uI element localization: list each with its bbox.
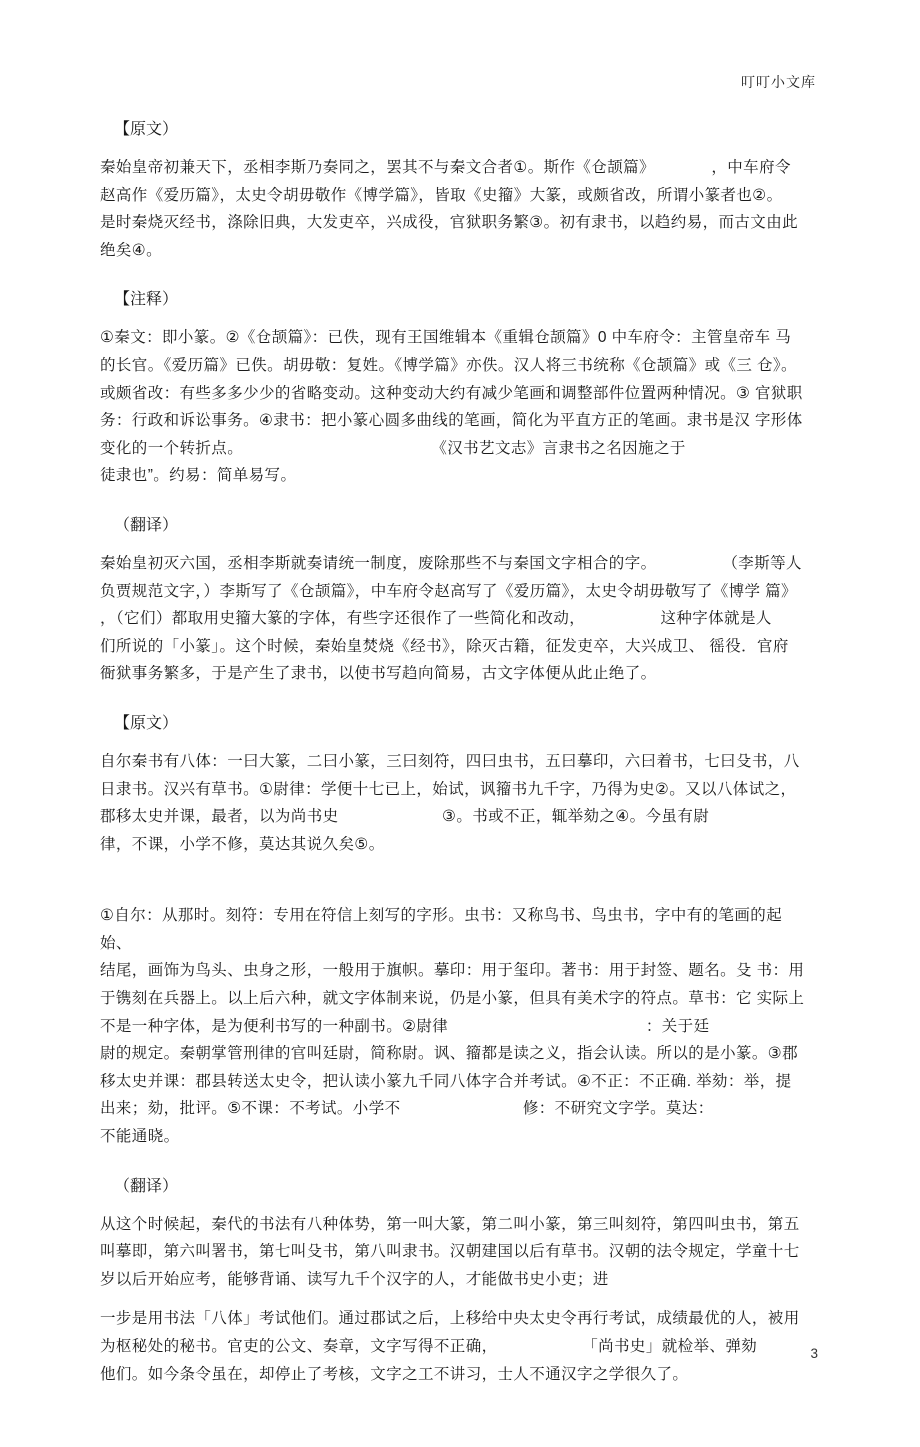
text-line: 或颇省改：有些多多少少的省略变动。这种变动大约有减少笔画和调整部件位置两种情况。③ 官狱职 — [100, 384, 803, 402]
text-line: ①自尔：从那时。刻符：专用在符信上刻写的字形。虫书：又称鸟书、鸟虫书，字中有的笔画的起 始、 — [100, 907, 787, 952]
text-line: 结尾，画饰为鸟头、虫身之形，一般用于旗帜。摹印：用于玺印。著书：用于封签、题名。殳 书：用 — [100, 962, 805, 980]
text-line: 赵高作《爱历篇》，太史令胡毋敬作《博学篇》，皆取《史籀》大篆，或颇省改，所谓小篆者也②。 — [100, 186, 783, 204]
section-notes-1 — [100, 286, 818, 490]
text-line: 移太史并课：郡县转送太史令，把认读小篆九千同八体字合并考试。④不正：不正确. 举劾：举，提 — [100, 1072, 792, 1090]
paragraph — [100, 1211, 818, 1294]
text-line: ，（它们）都取用史籀大篆的字体，有些字还很作了一些简化和改动， 这种字体就是人 — [100, 610, 772, 628]
text-line: 衙狱事务繁多，于是产生了隶书，以使书写趋向简易，古文字体便从此止绝了。 — [100, 665, 657, 683]
section-heading: （翻译） — [114, 1177, 179, 1195]
paragraph — [100, 550, 818, 688]
text-line: ①秦文：即小篆。②《仓颉篇》：已佚，现有王国维辑本《重辑仓颉篇》0 中车府令：主管皇帝车 马 — [100, 329, 792, 347]
section-heading: （翻译） — [114, 516, 179, 534]
text-line: 务：行政和诉讼事务。④隶书：把小篆心圆多曲线的笔画，简化为平直方正的笔画。隶书是汉 字形体 — [100, 412, 803, 430]
text-line: 郡移太史并课，最者，以为尚书史 ③。书或不正，辄举劾之④。今虽有尉 — [100, 808, 710, 826]
text-line: 为枢秘处的秘书。官吏的公文、奏章，文字写得不正确， 「尚书史」就检举、弹劾 — [100, 1338, 758, 1355]
text-line: 日隶书。汉兴有草书。①尉律：学便十七已上，始试，讽籀书九千字，乃得为史②。又以八体试之， — [100, 780, 797, 798]
paragraph — [100, 154, 818, 264]
text-line: 叫摹即，第六叫署书，第七叫殳书，第八叫隶书。汉朝建国以后有草书。汉朝的法令规定，学童十七 — [100, 1243, 800, 1261]
paragraph — [100, 748, 818, 858]
site-watermark: 叮叮小文库 — [741, 74, 816, 90]
text-line: 一步是用书法「八体」考试他们。通过郡试之后，上移给中央太史令再行考试，成绩最优的人，被用 — [100, 1310, 800, 1328]
text-line: 出来；劾，批评。⑤不课：不考试。小学不 修：不研究文字学。莫达： — [100, 1100, 714, 1118]
text-line: 岁以后开始应考，能够背诵、读写九千个汉字的人，才能做书史小吏；进 — [100, 1270, 609, 1288]
text-line: 自尔秦书有八体：一曰大篆，二曰小篆，三曰刻符，四曰虫书，五曰摹印，六曰着书，七曰殳书，八 — [100, 752, 800, 770]
section-translation-1 — [100, 512, 818, 688]
text-line: 绝矣④。 — [100, 241, 162, 259]
text-line: 不能通晓。 — [100, 1128, 180, 1146]
text-line: 的长官。《爱历篇》已佚。胡毋敬：复姓。《博学篇》亦佚。汉人将三书统称《仓颉篇》或《三 仓》。 — [100, 356, 797, 374]
section-heading: 【原文） — [114, 121, 179, 138]
text-line: 秦始皇帝初兼天下，丞相李斯乃奏同之，罢其不与秦文合者①。斯作《仓颉篇》 ，中车府令 — [100, 159, 791, 176]
text-line: 律，不课，小学不修，莫达其说久矣⑤。 — [100, 835, 385, 853]
section-translation-2-continued — [100, 1305, 818, 1388]
text-line: 尉的规定。秦朝掌管刑律的官叫廷尉，简称尉。讽、籀都是读之义，指会认读。所以的是小篆。③郡 — [100, 1045, 798, 1063]
section-original-1 — [100, 116, 818, 264]
text-line: 负贾规范文字，）李斯写了《仓颉篇》，中车府令赵高写了《爱历篇》，太史令胡毋敬写了《博学 篇》 — [100, 582, 797, 600]
section-notes-2 — [100, 902, 818, 1150]
section-heading: 【注释） — [114, 291, 179, 309]
paragraph — [100, 324, 818, 490]
section-original-2 — [100, 710, 818, 858]
text-line: 不是一种字体，是为便利书写的一种副书。②尉律 ：关于廷 — [100, 1017, 710, 1035]
text-line: 从这个时候起，秦代的书法有八种体势，第一叫大篆，第二叫小篆，第三叫刻符，第四叫虫书，第五 — [100, 1215, 800, 1233]
text-line: 于镌刻在兵器上。以上后六种，就文字体制来说，仍是小篆，但具有美术字的符点。草书：它 实际上 — [100, 990, 805, 1008]
paragraph — [100, 902, 818, 1150]
text-line: 徒隶也”。约易：简单易写。 — [100, 467, 297, 485]
document-body — [100, 116, 818, 1388]
paragraph — [100, 1305, 818, 1388]
text-line: 变化的一个转折点。 《汉书艺文志》言隶书之名因施之于 — [100, 439, 686, 457]
text-line: 们所说的「小篆」。这个时候，秦始皇焚烧《经书》，除灭古籍，征发吏卒，大兴成卫、 徭役．官府 — [100, 637, 789, 655]
section-translation-2 — [100, 1173, 818, 1294]
text-line: 秦始皇初灭六国，丞相李斯就奏请统一制度，废除那些不与秦国文字相合的字。 （李斯等人 — [100, 554, 802, 572]
page-number: 3 — [810, 1346, 818, 1361]
section-heading: 【原文） — [114, 714, 179, 732]
text-line: 他们。如今条令虽在，却停止了考核，文字之工不讲习，士人不通汉字之学很久了。 — [100, 1365, 689, 1383]
text-line: 是时秦烧灭经书，涤除旧典，大发吏卒，兴成役，官狱职务繁③。初有隶书，以趋约易，而古文由此 — [100, 214, 798, 232]
